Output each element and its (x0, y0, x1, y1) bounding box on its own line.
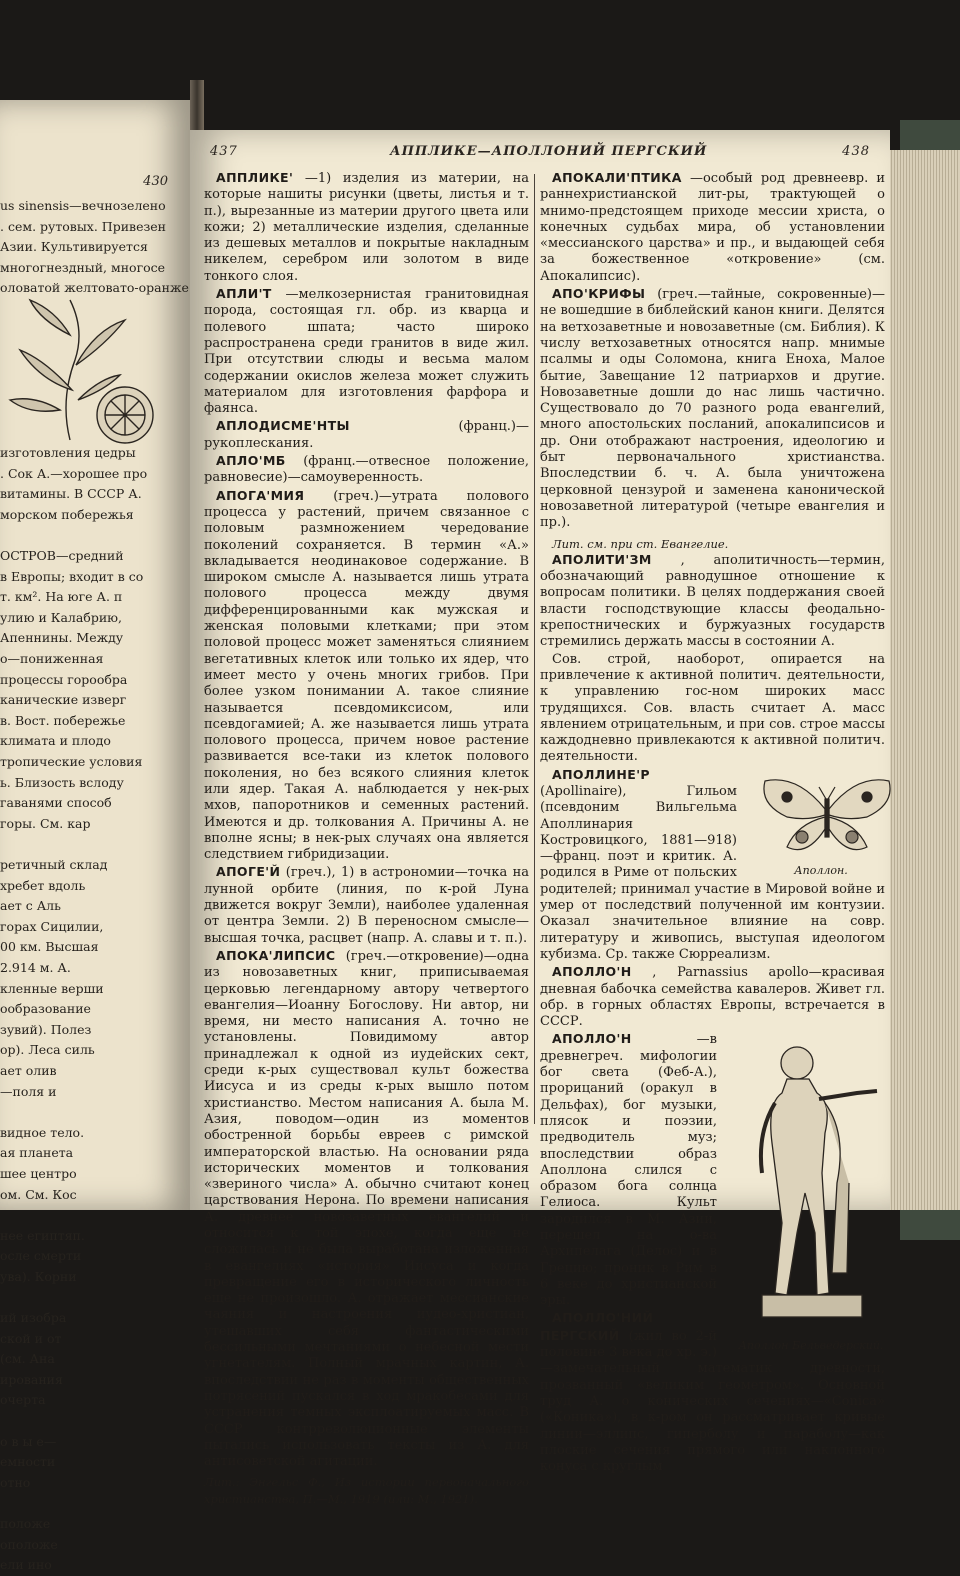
entry-text: —в древнегреч. мифологии бог света (Феб-А.), прорицаний (оракул в Дельфах), бог музыки, плясок и поэзии, предводитель муз; впоследствии образ Аполлона слился с образом бога солнца Гелиоса. Культ зародился в М. Азии, перешел на о-ва Архипелага (Делос) и в Грецию; проник в Рим в 6 веке до христианской эры. (540, 1032, 717, 1309)
left-page-line: канические изверг (0, 692, 127, 708)
left-page-line: очерта (0, 1392, 46, 1408)
left-page-line: морском побережья (0, 506, 134, 522)
left-page-line (0, 1287, 186, 1308)
left-page-line: горах Сицилии, (0, 918, 104, 934)
left-page-line: ретичный склад (0, 857, 108, 872)
left-page-line: 2.914 м. А. (0, 959, 71, 975)
butterfly-figure (745, 769, 885, 877)
dictionary-entry (204, 286, 529, 417)
left-page-line: видное тело. (0, 1124, 85, 1140)
left-page-line: ом. См. Кос (0, 1186, 77, 1202)
entry-text: (Apollinaire), Гильом (псевдоним Вильгельма Аполлинария Костровицкого, 1881—918)—франц. поэт и критик. А. родился в Риме от польских родителей; принимал участие в Мировой войне и умер от последствий полученной им контузии. Оказал значительное влияние на совр. литературу и живопись, выступая идеологом кубизма. Ср. также Сюрреализм. (540, 783, 885, 962)
left-page-line: Апеннины. Между (0, 630, 124, 646)
page-number-right: 438 (842, 144, 870, 159)
left-page-line (0, 1411, 186, 1432)
open-book (0, 40, 960, 1573)
left-page-line (0, 320, 186, 341)
dictionary-entry (540, 552, 885, 651)
left-page-line: 00 км. Высшая (0, 939, 99, 955)
entry-text: —особый род древнеевр. и раннехристианской лит-ры, трактующей о мнимо-предстоящем приходе мессии христа, о конечных судьбах мира, об установлении «мессианского царства» и пр., и выдающей себя за божественное «откровение» (см. Апокалипсис). (540, 171, 885, 284)
entry-headword: АПОЛЛО'НИЙ ПЕРГСКИЙ (540, 1310, 654, 1343)
left-page-line: в Европы; входит в со (0, 568, 144, 584)
left-page-line: (см. Ана (0, 1351, 55, 1367)
left-page-line: витамины. В СССР А. (0, 486, 142, 502)
left-page-line (0, 1102, 186, 1123)
left-page-line: ирования (0, 1371, 63, 1387)
left-page-line: зувий). Полез (0, 1021, 92, 1037)
dictionary-entry (540, 767, 885, 964)
left-page-line: оположе (0, 1536, 58, 1552)
entry-headword: АППЛИКЕ' (216, 170, 294, 185)
entry-text: (греч.), 1) в астрономии—точка на лунной орбите (линия, по к-рой Луна движется вокруг Земли), наиболее удаленная от центра Земли. 2) В переносном смысле—высшая точка, расцвет (напр. А. славы и т. п.). (204, 865, 529, 946)
entry-headword: АПОЛЛО'Н (552, 1031, 632, 1047)
entry-headword: АПЛИ'Т (216, 286, 272, 302)
column-divider (534, 174, 535, 1124)
left-page-line: о в ы е— (0, 1433, 57, 1449)
dictionary-entry (204, 418, 529, 452)
left-page-line: о—пониженная (0, 651, 104, 667)
left-page-line: оловатой желтовато-оранже (0, 280, 189, 296)
running-header (210, 144, 870, 166)
left-page-line: климата и плодо (0, 733, 111, 749)
dictionary-entry (540, 170, 885, 285)
column-1 (204, 170, 529, 1507)
left-page-line: улию и Калабрию, (0, 609, 123, 625)
dictionary-entry (540, 286, 885, 531)
left-page-line: гаванями способ (0, 795, 112, 811)
left-page-line: отно (0, 1474, 31, 1490)
entry-headword: АПОЛЛИНЕ'Р (552, 766, 650, 782)
left-page-line: ообразование (0, 1001, 91, 1017)
dictionary-entry (204, 170, 529, 285)
left-page-line: нее египтяп. (0, 1227, 85, 1243)
left-page-line: —поля и (0, 1083, 57, 1099)
literature-note-2: Лит. см. при ст. Евангелие. (552, 536, 729, 551)
left-page-line: ая планета (0, 1145, 74, 1161)
entry-text: —1) изделия из материи, на которые нашиты рисунки (цветы, листья и т. п.), вырезанные из материи другого цвета или кожи; 2) металлические изделия, сделанные из дешевых металлов и покрытые накладным никелем, серебром или золотом в виде тонкого слоя. (204, 171, 529, 284)
right-page (190, 130, 890, 1506)
left-page-line: . Сок А.—хорошее про (0, 465, 148, 481)
entry-text: , аполитичность—термин, обозначающий равнодушное отношение к вопросам политики. В целях поддержания своей власти господствующие классы феодально-крепостнических и буржуазных государств стремились держать массы в состоянии А. (540, 552, 885, 650)
dictionary-entry (204, 488, 529, 864)
left-page-line (0, 340, 186, 361)
left-page-line: многогнездный, многосе (0, 259, 166, 275)
left-page-line: шее центро (0, 1165, 77, 1181)
apollo-butterfly-illustration (757, 769, 897, 859)
left-page-line: кленные верши (0, 980, 104, 996)
page-edges (880, 150, 960, 1210)
left-page-line: осле смерти (0, 1248, 82, 1264)
left-page-line: процессы горообра (0, 671, 128, 687)
left-page-line: ели ино (0, 1557, 52, 1573)
entry-headword: АПОГА'МИЯ (216, 487, 305, 503)
page-number-left: 437 (210, 144, 238, 159)
left-page-line: ор). Леса силь (0, 1042, 95, 1058)
left-page-line (0, 361, 186, 382)
left-page-line: . сем. рутовых. Привезен (0, 218, 167, 234)
left-page-line (0, 834, 186, 855)
dictionary-entry (204, 453, 529, 487)
entry-text: (греч.—откровение)—одна из новозаветных книг, приписываемая церковью легендарному автору четвертого евангелия—Иоанну Богослову. Ни автор, ни время, ни место написания А. точно не установлены. Повидимому автор принадлежал к одной из иудейских сект, среди к-рых существовал культ божества Иисуса и из среды к-рых вышло потом христианство. Местом написания А. была М. Азия, поводом—один из моментов обостренной борьбы евреев с римской императорской властью. На основании ряда исторических моментов и толкования «звериного числа» А. обычно считают конец царствования Нерона. По времени написания А. древнее новозаветных евангелий и относится к той эпохе, когда еще не сложилась и не была выработана изложенная в евангелиях «история» Иисуса и когда превращение его в исторического личность еще не произошло. А. отражает мессианские чаяния и настроения иудео-христиан, утешавших себя фантастическими бессильными мечтаниями о небесной мести угнетателям. Полный мрачных картин, А. впоследствии не раз в моменты общественных потрясений пускался в ход мракобесами для устранения темных эксплоатируемых масс. В СССР контрреволюционные элементы пытались использовать тексты из А. для антисоветской агитации. (204, 948, 529, 1470)
running-head-title: АППЛИКЕ—АПОЛЛОНИЙ ПЕРГСКИЙ (390, 144, 708, 159)
dictionary-entry (540, 652, 885, 766)
dictionary-entry (204, 864, 529, 946)
entry-text: (жил во 2-й половине 3 века до хр. э.)—замечательный математик древности, прозванный «великим геометром». Основной труд А. о конических сечениях—«Conica» («Коника»), в к-ром он рассматривает кривые линии—эллипс, гиперболу и параболу—как плоские сечения прямого или наклонного конуса с круглым (540, 1328, 885, 1475)
left-page-line: ской и от (0, 1330, 62, 1346)
left-page-line: us sinensis—вечнозелено (0, 198, 166, 213)
left-page-line: хребет вдоль (0, 877, 86, 893)
left-page-line: в. Вост. побережье (0, 712, 126, 728)
left-page-line: емности (0, 1454, 56, 1470)
left-page-line: т. км². На юге А. п (0, 589, 123, 605)
left-page-line (0, 299, 186, 320)
column-2 (540, 170, 885, 1476)
entry-headword: АПОКАЛИ'ПТИКА (552, 170, 682, 185)
left-page-line (0, 381, 186, 402)
entry-text: , Parnassius apollo—красивая дневная бабочка семейства кавалеров. Живет гл. обр. в горных областях Европы, встречается в СССР. (540, 965, 885, 1030)
left-page-line: тропические условия (0, 754, 143, 770)
statue-figure (725, 1033, 885, 1351)
apollo-belvedere-illustration (737, 1033, 887, 1333)
statue-caption: Аполлон Бельведерский. (738, 1338, 884, 1352)
left-page-line: ь. Близость вслоду (0, 774, 124, 790)
left-page-line: изготовления цедры (0, 445, 136, 461)
left-page-line: положе (0, 1516, 51, 1531)
entry-headword: АПОЛЛО'Н (552, 964, 632, 980)
entry-text: (франц.—отвесное положение, равновесие)—самоуверенность. (204, 454, 529, 486)
left-page-line: ува). Корни (0, 1268, 77, 1284)
left-page-line (0, 402, 186, 423)
left-page-line: ает олив (0, 1062, 57, 1078)
left-page-line (0, 423, 186, 444)
entry-headword: АПОКА'ЛИПСИС (216, 947, 336, 963)
left-page-line: ОСТРОВ—средний (0, 548, 124, 564)
left-page (0, 100, 190, 1573)
entry-text: —мелкозернистая гранитовидная порода, состоящая гл. обр. из кварца и полевого шпата; часто широко распространена среди гранитов в виде жил. При отсутствии слюды и весьма малом содержании окислов железа может служить материалом для изготовления фарфора и фаянса. (204, 287, 529, 417)
entry-text: Сов. строй, наоборот, опирается на привлечение к активной политич. деятельности, к управлению гос-ном широких масс трудящихся. Сов. власть считает А. масс явлением отрицательным, и при сов. строе массы каждодневно привлекаются к активной политич. деятельности. (540, 651, 885, 765)
dictionary-entry (204, 948, 529, 1471)
left-page-line: горы. См. кар (0, 815, 91, 831)
entry-headword: АПО'КРИФЫ (552, 286, 646, 302)
left-page-line: ает с Аль (0, 898, 61, 914)
left-page-line (0, 526, 186, 547)
left-page-line (0, 1493, 186, 1514)
entry-headword: АПОЛИТИ'ЗМ (552, 551, 652, 567)
left-page-line (0, 1205, 186, 1226)
entry-text: (франц.)—рукоплескания. (204, 419, 529, 451)
butterfly-caption: Аполлон. (794, 863, 848, 877)
entry-headword: АПЛО'МБ (216, 453, 286, 469)
entry-headword: АПОГЕ'Й (216, 864, 281, 880)
entry-text: (греч.—тайные, сокровенные)—не вошедшие в библейский канон книги. Делятся на ветхозаветные и новозаветные (см. Библия). К числу ветхозаветных относятся напр. мнимые псалмы и оды Соломона, книга Еноха, Малое бытие, Завещание 12 патриархов и другие. Новозаветные дошли до нас лишь частично. Существовало до 70 разного рода евангелий, много апостольских посланий, апокалипсисов и др. Они отображают настроения, идеологию и быт первоначального христианства. Впоследствии б. ч. А. была уничтожена церковной цензурой и заменена канонической новозаветной литературой (четыре евангелия и пр.). (540, 287, 886, 531)
entry-text: (греч.)—утрата полового процесса у растений, причем связанное с половым размножением чередование поколений сохраняется. В термин «А.» вкладывается неодинаковое содержание. В широком смысле А. называется лишь утрата полового процесса между двумя дифференцированными как мужская и женская половыми клетками; при этом половой процесс может заменяться слиянием вегетативных клеток или только их ядер, что имеет место у очень многих грибов. При более узком понимании А. такое слияние называется псевдомиксисом, или псевдогамией; А. же называется лишь утрата полового процесса, причем новое растение развивается все-таки из клеток полового поколения, но без всякого слияния клеток или ядер. Такая А. наблюдается у нек-рых мхов, папоротников и семенных растений. Имеются и др. толкования А. Причины А. не вполне ясны; в нек-рых случаях она является следствием гибридизации. (204, 488, 529, 863)
entry-headword: АПЛОДИСМЕ'НТЫ (216, 418, 350, 434)
left-page-number: 430 (143, 174, 168, 189)
dictionary-entry (540, 964, 885, 1030)
left-page-text (0, 196, 189, 1576)
left-page-line: ий изобра (0, 1310, 67, 1326)
left-page-line: Азии. Культивируется (0, 239, 148, 255)
literature-note: Лит.: Энгельс Ф., Из истории первоначального христианства, П.—М., 1919 (или: М., 1921). (204, 1475, 529, 1506)
